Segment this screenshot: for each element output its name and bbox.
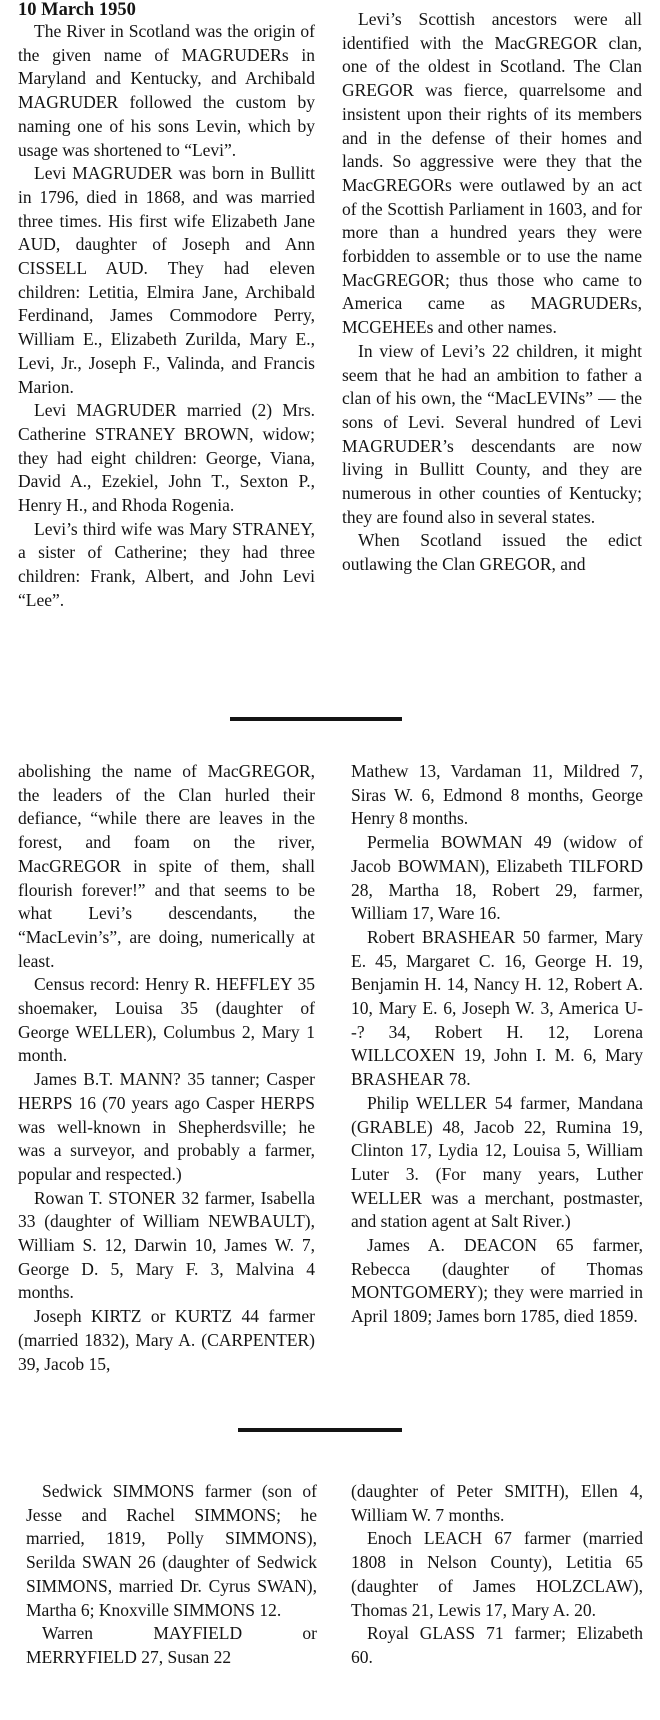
section-1-left-column bbox=[18, 0, 315, 613]
paragraph: James B.T. MANN? 35 tanner; Casper HERPS 16 (70 years ago Casper HERPS was well-known in Shepherdsville; he was a surveyor, and probably a farmer, popular and respected.) bbox=[18, 1069, 315, 1184]
section-divider bbox=[238, 1428, 402, 1432]
paragraph: The River in Scotland was the origin of the given name of MAGRUDERs in Maryland and Kentucky, and Archibald MAGRUDER followed the custom by naming one of his sons Levin, which by usage was shortened to “Levi”. bbox=[18, 21, 315, 160]
paragraph: Permelia BOWMAN 49 (widow of Jacob BOWMAN), Elizabeth TILFORD 28, Martha 18, Robert 29, farmer, William 17, Ware 16. bbox=[351, 832, 643, 924]
clipping-section-3 bbox=[0, 1440, 660, 1720]
paragraph: Joseph KIRTZ or KURTZ 44 farmer (married 1832), Mary A. (CARPENTER) 39, Jacob 15, bbox=[18, 1306, 315, 1374]
paragraph: Philip WELLER 54 farmer, Mandana (GRABLE) 48, Jacob 22, Rumina 19, Clinton 17, Lydia 12, Louisa 5, William Luter 3. (For many years, Luther WELLER was a merchant, postmaster, and station agent at Salt River.) bbox=[351, 1092, 643, 1232]
clipping-section-1 bbox=[0, 0, 660, 700]
section-2-left-column bbox=[18, 760, 315, 1376]
paragraph: Enoch LEACH 67 farmer (married 1808 in Nelson County), Letitia 65 (daughter of James HOLZCLAW), Thomas 21, Lewis 17, Mary A. 20. bbox=[351, 1528, 643, 1620]
paragraph: Rowan T. STONER 32 farmer, Isabella 33 (daughter of William NEWBAULT), William S. 12, Darwin 10, James W. 7, George D. 5, Mary F. 3, Malvina 4 months. bbox=[18, 1187, 315, 1303]
paragraph: When Scotland issued the edict outlawing the Clan GREGOR, and bbox=[342, 530, 642, 575]
paragraph: Robert BRASHEAR 50 farmer, Mary E. 45, Margaret C. 16, George H. 19, Benjamin H. 14, Nancy H. 12, Robert A. 10, Mary E. 6, Joseph W. 3, America U--? 34, Robert H. 12, Lorena WILLCOXEN 19, John I. M. 6, Mary BRASHEAR 78. bbox=[351, 926, 643, 1090]
paragraph: Warren MAYFIELD or MERRYFIELD 27, Susan 22 bbox=[26, 1623, 317, 1667]
paragraph: (daughter of Peter SMITH), Ellen 4, William W. 7 months. bbox=[351, 1481, 643, 1525]
paragraph: Levi MAGRUDER married (2) Mrs. Catherine STRANEY BROWN, widow; they had eight children: George, Viana, David A., Ezekiel, John T., Sexton P., Henry H., and Rhoda Rogenia. bbox=[18, 400, 315, 516]
section-3-left-column bbox=[26, 1480, 317, 1670]
paragraph: Census record: Henry R. HEFFLEY 35 shoemaker, Louisa 35 (daughter of George WELLER), Columbus 2, Mary 1 month. bbox=[18, 974, 315, 1066]
paragraph: Royal GLASS 71 farmer; Elizabeth 60. bbox=[351, 1623, 643, 1667]
paragraph: abolishing the name of MacGREGOR, the leaders of the Clan hurled their defiance, “while there are leaves in the forest, and foam on the river, MacGREGOR in spite of them, shall flourish forever!” and that seems to be what Levi’s descendants, the “MacLevin’s”, are doing, numerically at least. bbox=[18, 761, 315, 971]
paragraph: Levi’s Scottish ancestors were all identified with the MacGREGOR clan, one of the oldest in Scotland. The Clan GREGOR was fierce, quarrelsome and insistent upon their rights of its members and in the defense of their homes and lands. So aggressive were they that the MacGREGORs were outlawed by an act of the Scottish Parliament in 1603, and for more than a hundred years they were forbidden to assemble or to use the name MacGREGOR; thus those who came to America came as MAGRUDERs, MCGEHEEs and other names. bbox=[342, 9, 642, 338]
section-3-right-column bbox=[351, 1480, 643, 1670]
section-2-right-column bbox=[351, 760, 643, 1329]
paragraph: Mathew 13, Vardaman 11, Mildred 7, Siras W. 6, Edmond 8 months, George Henry 8 months. bbox=[351, 761, 643, 829]
paragraph: In view of Levi’s 22 children, it might seem that he had an ambition to father a clan of his own, the “MacLEVINs” — the sons of Levi. Several hundred of Levi MAGRUDER’s descendants are now living in Bullitt County, and they are numerous in other counties of Kentucky; they are found also in several states. bbox=[342, 340, 642, 527]
paragraph: James A. DEACON 65 farmer, Rebecca (daughter of Thomas MONTGOMERY); they were married in April 1809; James born 1785, died 1859. bbox=[351, 1235, 643, 1327]
paragraph: Levi MAGRUDER was born in Bullitt in 1796, died in 1868, and was married three times. His first wife Elizabeth Jane AUD, daughter of Joseph and Ann CISSELL AUD. They had eleven children: Letitia, Elmira Jane, Archibald Ferdinand, James Commodore Perry, William E., Elizabeth Zurilda, Mary E., Levi, Jr., Joseph F., Valinda, and Francis Marion. bbox=[18, 163, 315, 397]
clipping-section-2 bbox=[0, 730, 660, 1420]
paragraph: Sedwick SIMMONS farmer (son of Jesse and Rachel SIMMONS; he married, 1819, Polly SIMMONS), Serilda SWAN 26 (daughter of Sedwick SIMMONS, married Dr. Cyrus SWAN), Martha 6; Knoxville SIMMONS 12. bbox=[26, 1481, 317, 1620]
section-1-right-column bbox=[342, 8, 642, 577]
section-divider bbox=[230, 717, 402, 721]
date-heading: 10 March 1950 bbox=[18, 0, 136, 20]
paragraph: Levi’s third wife was Mary STRANEY, a sister of Catherine; they had three children: Frank, Albert, and John Levi “Lee”. bbox=[18, 518, 315, 610]
